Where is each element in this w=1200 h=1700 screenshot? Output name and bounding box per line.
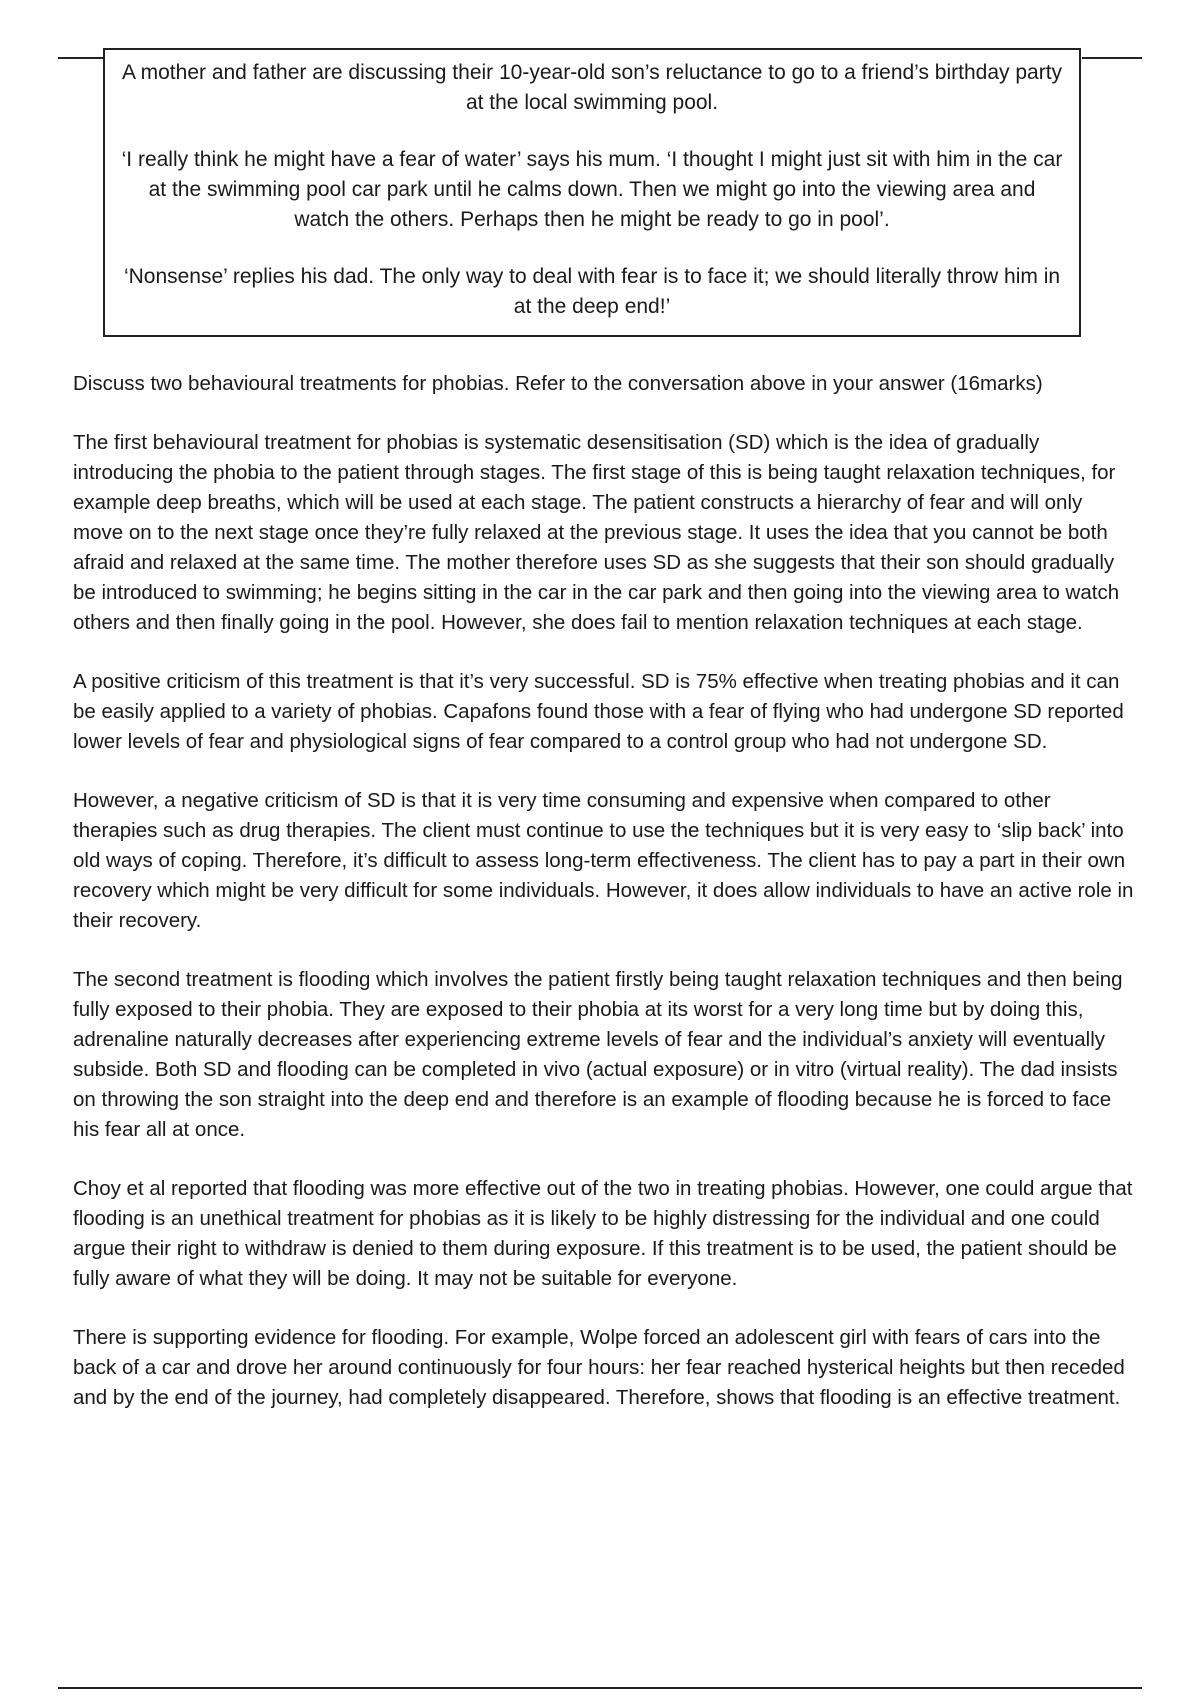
scenario-paragraph: ‘I really think he might have a fear of water’ says his mum. ‘I thought I might just sit with him in the car at the swimming pool car park until he calms down. Then we might go into the viewing area and watch the others. Perhaps then he might be ready to go in pool’. <box>121 148 1063 231</box>
scenario-paragraph: ‘Nonsense’ replies his dad. The only way to deal with fear is to face it; we should literally throw him in at the deep end!’ <box>123 265 1061 318</box>
scenario-paragraph: A mother and father are discussing their 10-year-old son’s reluctance to go to a friend’s birthday party at the local swimming pool. <box>121 61 1063 114</box>
essay-paragraph: There is supporting evidence for flooding. For example, Wolpe forced an adolescent girl with fears of cars into the back of a car and drove her around continuously for four hours: her fear reached hysterical heights but then receded and by the end of the journey, had completely disappeared. Therefore, shows that flooding is an effective treatment. <box>73 1326 1125 1409</box>
top-rule-right <box>1082 57 1142 59</box>
scenario-box <box>103 48 1081 337</box>
essay-paragraph: The second treatment is flooding which involves the patient firstly being taught relaxation techniques and then being fully exposed to their phobia. They are exposed to their phobia at its worst for a very long time but by doing this, adrenaline naturally decreases after experiencing extreme levels of fear and the individual’s anxiety will eventually subside. Both SD and flooding can be completed in vivo (actual exposure) or in vitro (virtual reality). The dad insists on throwing the son straight into the deep end and therefore is an example of flooding because he is forced to face his fear all at once. <box>73 968 1123 1141</box>
essay-paragraph: However, a negative criticism of SD is that it is very time consuming and expensive when compared to other therapies such as drug therapies. The client must continue to use the techniques but it is very easy to ‘slip back’ into old ways of coping. Therefore, it’s difficult to assess long-term effectiveness. The client has to pay a part in their own recovery which might be very difficult for some individuals. However, it does allow individuals to have an active role in their recovery. <box>73 789 1134 932</box>
top-rule-left <box>58 57 104 59</box>
essay-question: Discuss two behavioural treatments for phobias. Refer to the conversation above in your answer (16marks) <box>73 372 1043 395</box>
bottom-rule <box>58 1687 1142 1689</box>
essay-paragraph: Choy et al reported that flooding was more effective out of the two in treating phobias. However, one could argue that flooding is an unethical treatment for phobias as it is likely to be highly distressing for the individual and one could argue their right to withdraw is denied to them during exposure. If this treatment is to be used, the patient should be fully aware of what they will be doing. It may not be suitable for everyone. <box>73 1177 1133 1290</box>
essay-paragraph: A positive criticism of this treatment is that it’s very successful. SD is 75% effective when treating phobias and it can be easily applied to a variety of phobias. Capafons found those with a fear of flying who had undergone SD reported lower levels of fear and physiological signs of fear compared to a control group who had not undergone SD. <box>73 670 1124 753</box>
essay-content <box>73 369 1135 1442</box>
essay-paragraph: The first behavioural treatment for phobias is systematic desensitisation (SD) which is the idea of gradually introducing the phobia to the patient through stages. The first stage of this is being taught relaxation techniques, for example deep breaths, which will be used at each stage. The patient constructs a hierarchy of fear and will only move on to the next stage once they’re fully relaxed at the previous stage. It uses the idea that you cannot be both afraid and relaxed at the same time. The mother therefore uses SD as she suggests that their son should gradually be introduced to swimming; he begins sitting in the car in the car park and then going into the viewing area to watch others and then finally going in the pool. However, she does fail to mention relaxation techniques at each stage. <box>73 431 1120 634</box>
